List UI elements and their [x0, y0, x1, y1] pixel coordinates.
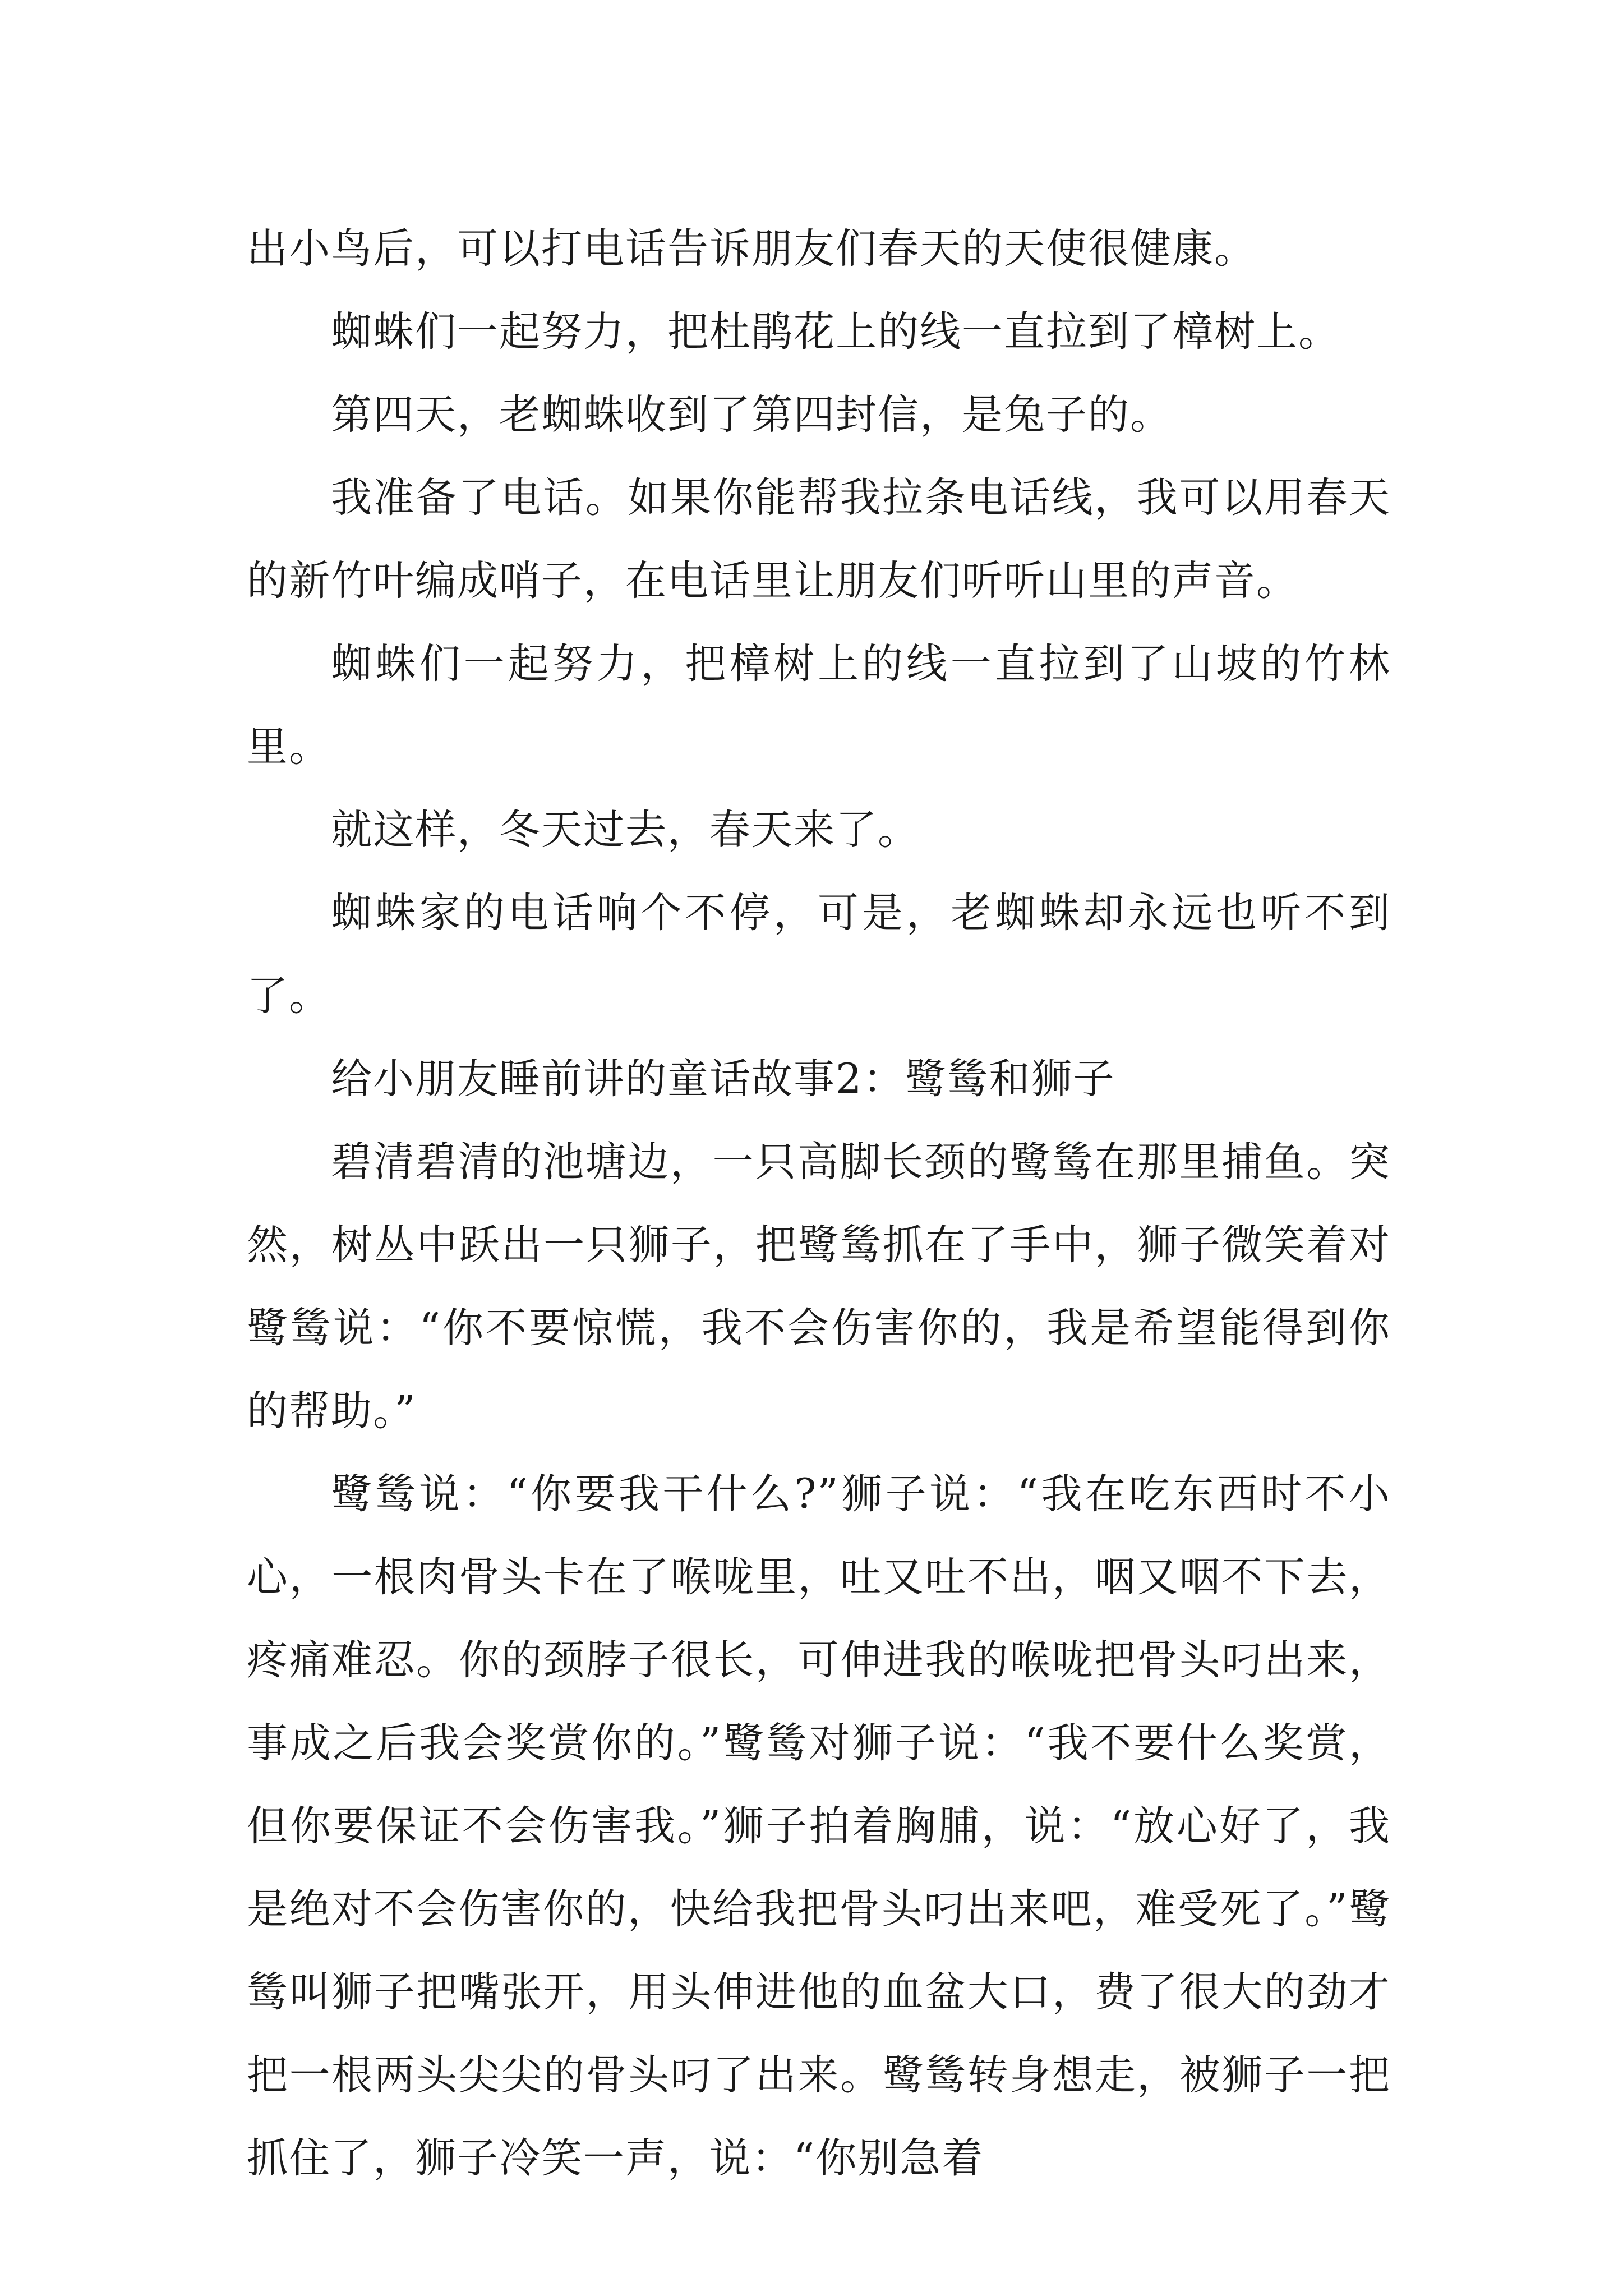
paragraph-7: 蜘蛛家的电话响个不停，可是，老蜘蛛却永远也听不到了。: [247, 889, 1391, 1020]
paragraph-3: 第四天，老蜘蛛收到了第四封信，是兔子的。: [331, 391, 1172, 439]
paragraph-6: 就这样，冬天过去，春天来了。: [331, 806, 920, 854]
paragraph-2: 蜘蛛们一起努力，把杜鹃花上的线一直拉到了樟树上。: [331, 308, 1340, 356]
story-paragraph-1: 碧清碧清的池塘边，一只高脚长颈的鹭鸶在那里捕鱼。突然，树丛中跃出一只狮子，把鹭鸶抓在了手中，狮子微笑着对鹭鸶说：“你不要惊慌，我不会伤害你的，我是希望能得到你的帮助。”: [247, 1138, 1391, 1435]
document-body: [247, 208, 1391, 2200]
story-heading: 给小朋友睡前讲的童话故事2：鹭鸶和狮子: [331, 1055, 1115, 1103]
paragraph-4: 我准备了电话。如果你能帮我拉条电话线，我可以用春天的新竹叶编成哨子，在电话里让朋友们听听山里的声音。: [247, 474, 1391, 605]
paragraph-5: 蜘蛛们一起努力，把樟树上的线一直拉到了山坡的竹林里。: [247, 640, 1391, 771]
paragraph-1: 出小鸟后，可以打电话告诉朋友们春天的天使很健康。: [247, 225, 1256, 273]
story-paragraph-2: 鹭鸶说：“你要我干什么?”狮子说：“我在吃东西时不小心，一根肉骨头卡在了喉咙里，吐又吐不出，咽又咽不下去，疼痛难忍。你的颈脖子很长，可伸进我的喉咙把骨头叼出来，事成之后我会奖赏你的。”鹭鸶对狮子说：“我不要什么奖赏，但你要保证不会伤害我。”狮子拍着胸脯，说：“放心好了，我是绝对不会伤害你的，快给我把骨头叼出来吧，难受死了。”鹭鸶叫狮子把嘴张开，用头伸进他的血盆大口，费了很大的劲才把一根两头尖尖的骨头叼了出来。鹭鸶转身想走，被狮子一把抓住了，狮子冷笑一声，说：“你别急着: [247, 1470, 1391, 2182]
